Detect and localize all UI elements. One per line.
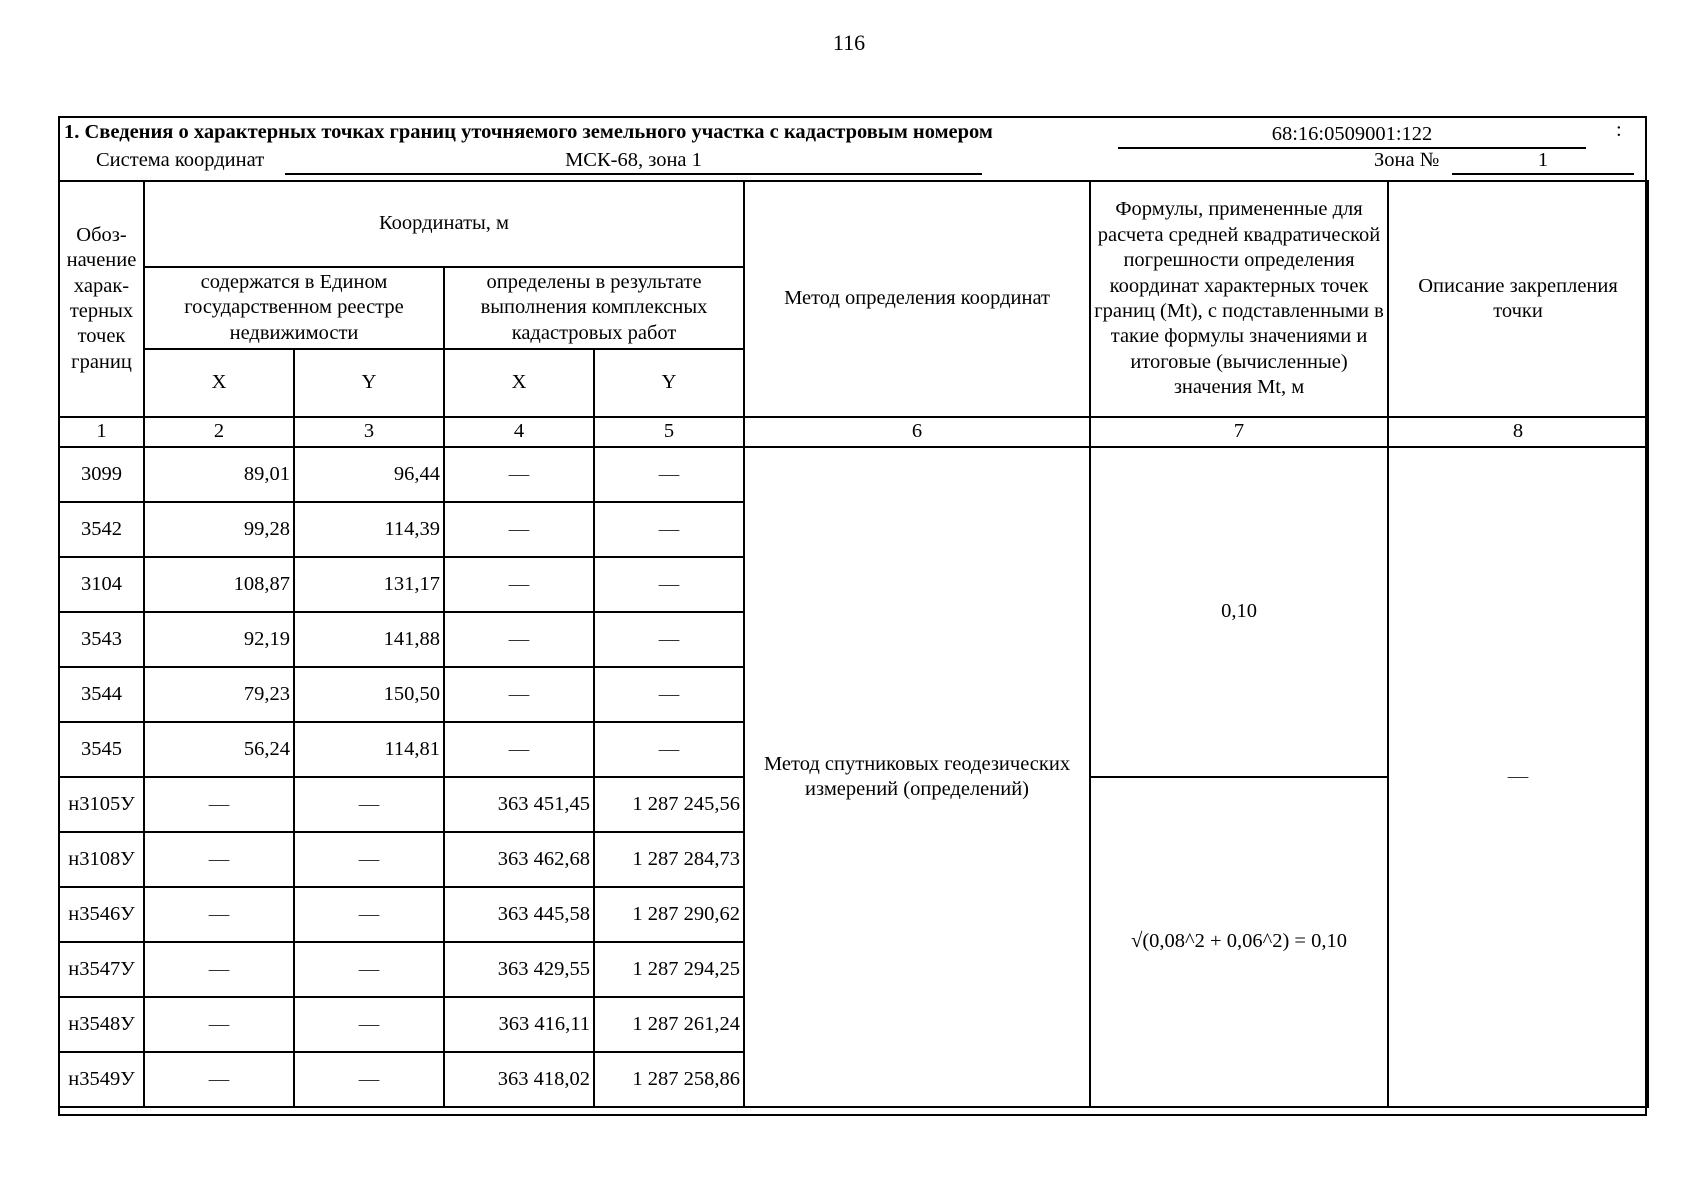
y-egrn: 114,81 (294, 722, 444, 777)
column-index: 4 (444, 417, 594, 447)
point-designation: 3104 (59, 557, 144, 612)
point-designation: н3108У (59, 832, 144, 887)
y-egrn: 141,88 (294, 612, 444, 667)
point-designation: 3543 (59, 612, 144, 667)
y-new: — (594, 557, 744, 612)
x-egrn: 89,01 (144, 447, 294, 502)
header-designation: Обоз-начение харак-терных точек границ (59, 181, 144, 417)
y-egrn: — (294, 1052, 444, 1107)
x-new: 363 451,45 (444, 777, 594, 832)
section-title: 1. Сведения о характерных точках границ уточняемого земельного участка с кадастровым номером (64, 121, 993, 143)
x-egrn: 56,24 (144, 722, 294, 777)
mt-formula-cell: √(0,08^2 + 0,06^2) = 0,10 (1090, 777, 1388, 1107)
y-egrn: — (294, 777, 444, 832)
y-new: — (594, 447, 744, 502)
header-x-new: X (444, 349, 594, 417)
column-index: 8 (1388, 417, 1648, 447)
y-egrn: 96,44 (294, 447, 444, 502)
y-new: 1 287 245,56 (594, 777, 744, 832)
header-x-egrn: X (144, 349, 294, 417)
x-egrn: — (144, 1052, 294, 1107)
y-new: 1 287 294,25 (594, 942, 744, 997)
point-designation: 3545 (59, 722, 144, 777)
point-designation: н3548У (59, 997, 144, 1052)
x-new: 363 416,11 (444, 997, 594, 1052)
coordinate-system-value: МСК-68, зона 1 (285, 147, 982, 175)
y-new: 1 287 261,24 (594, 997, 744, 1052)
mt-value-cell: 0,10 (1090, 447, 1388, 777)
column-index: 1 (59, 417, 144, 447)
y-egrn: — (294, 942, 444, 997)
x-egrn: 92,19 (144, 612, 294, 667)
page-number: 116 (832, 30, 866, 55)
column-index-row (59, 417, 1648, 447)
point-designation: 3542 (59, 502, 144, 557)
y-new: 1 287 284,73 (594, 832, 744, 887)
cadastral-number: 68:16:0509001:122 (1118, 121, 1586, 149)
point-designation: н3105У (59, 777, 144, 832)
header-egrn: содержатся в Едином государственном реестре недвижимости (144, 267, 444, 349)
cadastral-colon: : (1616, 119, 1622, 141)
y-new: — (594, 722, 744, 777)
y-new: — (594, 502, 744, 557)
x-egrn: 108,87 (144, 557, 294, 612)
header-y-new: Y (594, 349, 744, 417)
x-egrn: — (144, 887, 294, 942)
column-index: 7 (1090, 417, 1388, 447)
y-new: 1 287 290,62 (594, 887, 744, 942)
column-index: 6 (744, 417, 1090, 447)
column-index: 5 (594, 417, 744, 447)
column-index: 3 (294, 417, 444, 447)
point-designation: н3546У (59, 887, 144, 942)
y-new: — (594, 667, 744, 722)
y-egrn: — (294, 997, 444, 1052)
point-designation: н3547У (59, 942, 144, 997)
zone-value: 1 (1452, 147, 1634, 175)
x-new: — (444, 447, 594, 502)
header-coordinates: Координаты, м (144, 181, 744, 267)
point-designation: 3544 (59, 667, 144, 722)
header-y-egrn: Y (294, 349, 444, 417)
header-formulas: Формулы, примененные для расчета средней квадратической погрешности определения координат характерных точек границ (Mt), с подставленными в такие формулы значениями и итоговые (вычисленные) значения Mt, м (1090, 181, 1388, 417)
header-determined: определены в результате выполнения комплексных кадастровых работ (444, 267, 744, 349)
y-egrn: — (294, 832, 444, 887)
point-designation: н3549У (59, 1052, 144, 1107)
boundary-points-table (58, 180, 1649, 1108)
x-new: — (444, 557, 594, 612)
x-egrn: — (144, 997, 294, 1052)
x-new: — (444, 502, 594, 557)
y-egrn: — (294, 887, 444, 942)
point-designation: 3099 (59, 447, 144, 502)
coordinate-system-label: Система координат (96, 149, 265, 171)
x-new: — (444, 612, 594, 667)
x-new: 363 462,68 (444, 832, 594, 887)
x-new: 363 429,55 (444, 942, 594, 997)
y-egrn: 131,17 (294, 557, 444, 612)
y-egrn: 114,39 (294, 502, 444, 557)
x-new: 363 418,02 (444, 1052, 594, 1107)
zone-label: Зона № (1374, 149, 1440, 171)
x-new: — (444, 667, 594, 722)
x-egrn: 99,28 (144, 502, 294, 557)
x-new: — (444, 722, 594, 777)
method-cell: Метод спутниковых геодезических измерений (определений) (744, 447, 1090, 1107)
column-index: 2 (144, 417, 294, 447)
x-egrn: — (144, 777, 294, 832)
x-egrn: — (144, 832, 294, 887)
header-description: Описание закрепления точки (1388, 181, 1648, 417)
y-new: 1 287 258,86 (594, 1052, 744, 1107)
table-row (59, 447, 1648, 502)
description-cell: — (1388, 447, 1648, 1107)
header-method: Метод определения координат (744, 181, 1090, 417)
x-egrn: 79,23 (144, 667, 294, 722)
y-new: — (594, 612, 744, 667)
x-egrn: — (144, 942, 294, 997)
x-new: 363 445,58 (444, 887, 594, 942)
y-egrn: 150,50 (294, 667, 444, 722)
